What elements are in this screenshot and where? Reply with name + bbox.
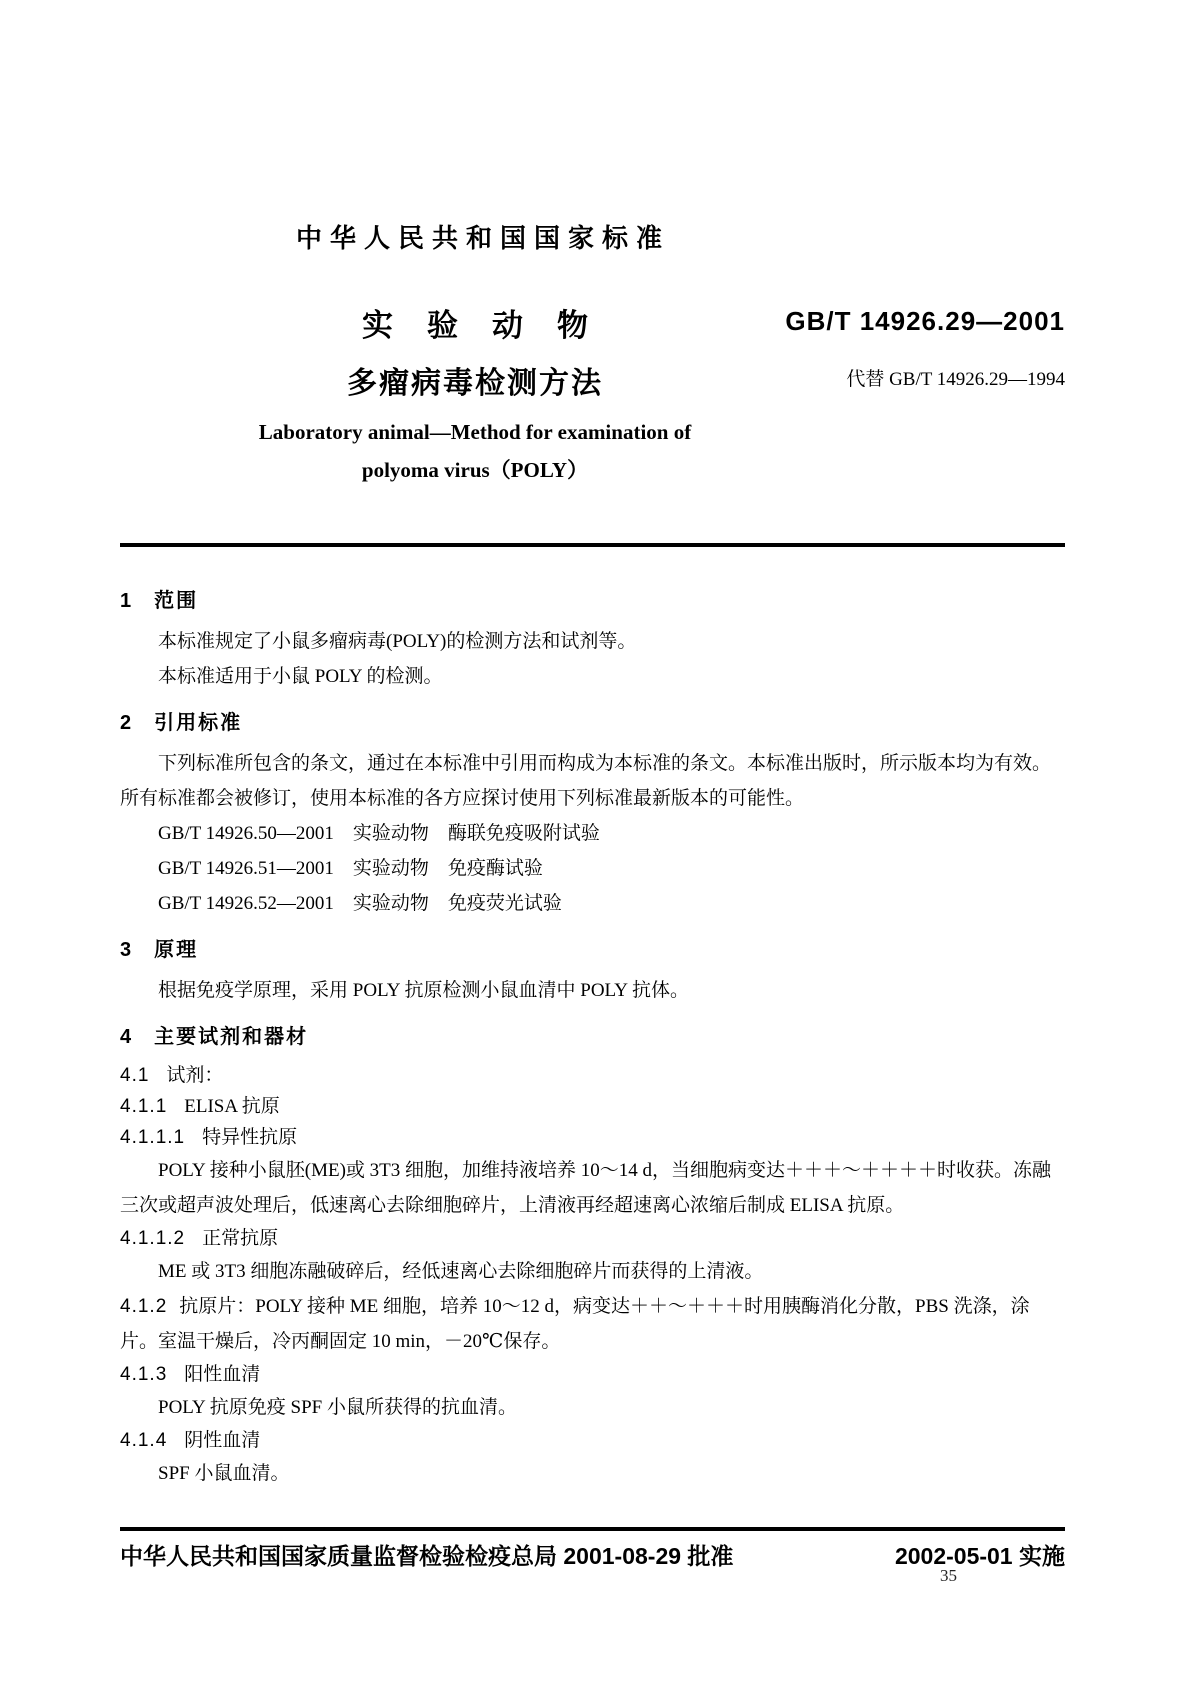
reference-item: GB/T 14926.52—2001 实验动物 免疫荧光试验 (158, 893, 562, 914)
implementation-note: 2002-05-01 实施 (894, 1543, 1065, 1569)
section-heading-reagents (120, 1024, 1065, 1050)
title-chinese-main: 实验动物 (362, 308, 622, 343)
standard-code-block (785, 306, 1065, 391)
clause-heading (120, 1122, 1065, 1153)
title-chinese-subtitle: 多瘤病毒检测方法 (347, 367, 603, 400)
reference-item: GB/T 14926.51—2001 实验动物 免疫酶试验 (158, 858, 543, 879)
section-title: 主要试剂和器材 (154, 1026, 309, 1048)
title-english-line2: polyoma virus（POLY） (361, 458, 589, 482)
clause-text: 抗原片：POLY 接种 ME 细胞，培养 10～12 d，病变达＋＋～＋＋＋时用胰酶消化分散，PBS 洗涤，涂片。室温干燥后，冷丙酮固定 10 min，－20℃保存。 (120, 1296, 1030, 1352)
clause-number: 4.1.1 (120, 1096, 168, 1117)
header-divider (120, 543, 1065, 547)
clause-heading (120, 1223, 1065, 1254)
section-heading-references (120, 710, 1065, 736)
paragraph: POLY 接种小鼠胚(ME)或 3T3 细胞，加维持液培养 10～14 d，当细胞病变达＋＋＋～＋＋＋＋时收获。冻融三次或超声波处理后，低速离心去除细胞碎片，上清液再经超速离心浓缩后制成 ELISA 抗原。 (120, 1160, 1052, 1216)
section-title: 引用标准 (154, 712, 243, 734)
clause-title: 阴性血清 (184, 1430, 261, 1451)
clause-heading (120, 1091, 1065, 1122)
clause-title: ELISA 抗原 (184, 1096, 280, 1117)
footer (120, 1538, 1065, 1571)
replaces-note: 代替 GB/T 14926.29—1994 (846, 369, 1065, 390)
clause-title: 特异性抗原 (202, 1127, 298, 1148)
section-heading-scope (120, 588, 1065, 614)
clause-heading (120, 1425, 1065, 1456)
paragraph: 下列标准所包含的条文，通过在本标准中引用而构成为本标准的条文。本标准出版时，所示版本均为有效。所有标准都会被修订，使用本标准的各方应探讨使用下列标准最新版本的可能性。 (120, 753, 1052, 809)
reference-item: GB/T 14926.50—2001 实验动物 酶联免疫吸附试验 (158, 823, 600, 844)
paragraph: 本标准适用于小鼠 POLY 的检测。 (158, 666, 443, 687)
clause-title: 阳性血清 (184, 1364, 261, 1385)
section-number: 3 (120, 939, 132, 961)
title-english-line1: Laboratory animal—Method for examination of (258, 420, 692, 444)
title-block (120, 300, 830, 484)
section-number: 2 (120, 712, 132, 734)
paragraph: SPF 小鼠血清。 (158, 1463, 290, 1484)
section-title: 原理 (154, 939, 199, 961)
clause-heading (120, 1060, 1065, 1091)
paragraph: 本标准规定了小鼠多瘤病毒(POLY)的检测方法和试剂等。 (158, 631, 637, 652)
clause-paragraph (120, 1289, 1065, 1359)
paragraph: ME 或 3T3 细胞冻融破碎后，经低速离心去除细胞碎片而获得的上清液。 (158, 1261, 764, 1282)
clause-number: 4.1.2 (120, 1296, 168, 1317)
section-number: 1 (120, 590, 132, 612)
clause-heading (120, 1359, 1065, 1390)
clause-title: 正常抗原 (202, 1228, 279, 1249)
section-number: 4 (120, 1026, 132, 1048)
clause-number: 4.1.4 (120, 1430, 168, 1451)
document-body (120, 578, 1065, 1491)
paragraph: 根据免疫学原理，采用 POLY 抗原检测小鼠血清中 POLY 抗体。 (158, 980, 690, 1001)
clause-number: 4.1.1.2 (120, 1228, 186, 1249)
standard-code: GB/T 14926.29—2001 (785, 306, 1065, 336)
clause-number: 4.1.1.1 (120, 1127, 186, 1148)
standard-kind-heading: 中华人民共和国国家标准 (295, 223, 670, 253)
clause-title: 试剂： (166, 1065, 224, 1086)
clause-number: 4.1.3 (120, 1364, 168, 1385)
section-heading-principle (120, 937, 1065, 963)
page-number: 35 (940, 1566, 957, 1585)
clause-number: 4.1 (120, 1065, 150, 1086)
approval-note: 中华人民共和国国家质量监督检验检疫总局 2001-08-29 批准 (120, 1543, 734, 1569)
section-title: 范围 (154, 590, 199, 612)
footer-divider (120, 1527, 1065, 1531)
paragraph: POLY 抗原免疫 SPF 小鼠所获得的抗血清。 (158, 1397, 517, 1418)
